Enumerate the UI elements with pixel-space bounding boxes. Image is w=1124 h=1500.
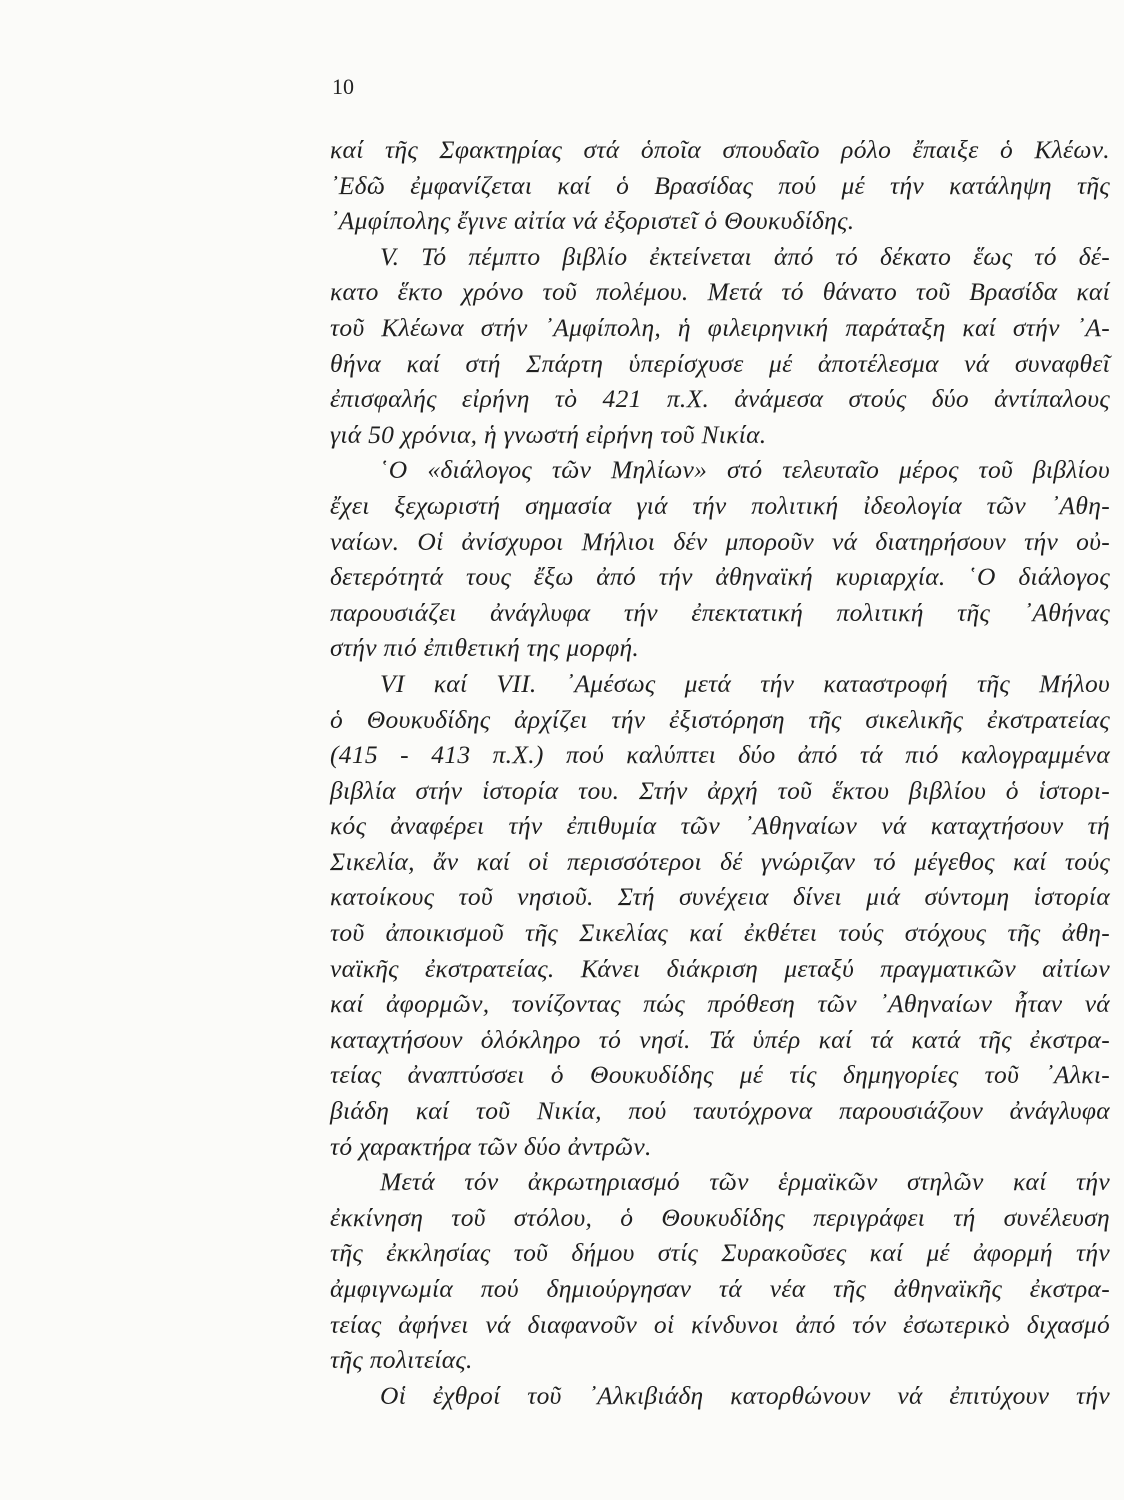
page-number: 10 — [332, 74, 354, 99]
text-line: καταχτήσουν ὁλόκληρο τό νησί. Τά ὑπέρ καί τά κατά τῆς ἐκστρα- — [330, 1024, 1110, 1054]
text-line: ᾿Εδῶ ἐμφανίζεται καί ὁ Βρασίδας πού μέ τήν κατάληψη τῆς — [330, 170, 1110, 200]
text-line: κατοίκους τοῦ νησιοῦ. Στή συνέχεια δίνει μιά σύντομη ἱστορία — [330, 882, 1110, 912]
text-line: βιβλία στήν ἱστορία του. Στήν ἀρχή τοῦ ἕκτου βιβλίου ὁ ἱστορι- — [330, 775, 1110, 805]
text-line: ναϊκῆς ἐκστρατείας. Κάνει διάκριση μεταξύ πραγματικῶν αἰτίων — [330, 953, 1110, 983]
text-line: ἐκκίνηση τοῦ στόλου, ὁ Θουκυδίδης περιγράφει τή συνέλευση — [330, 1202, 1110, 1232]
text-line: VI καί VII. ᾿Αμέσως μετά τήν καταστροφή τῆς Μήλου — [380, 668, 1110, 698]
text-line: ῾Ο «διάλογος τῶν Μηλίων» στό τελευταῖο μέρος τοῦ βιβλίου — [380, 455, 1110, 485]
text-line: (415 - 413 π.Χ.) πού καλύπτει δύο ἀπό τά πιό καλογραμμένα — [330, 740, 1110, 770]
text-line: κός ἀναφέρει τήν ἐπιθυμία τῶν ᾿Αθηναίων νά καταχτήσουν τή — [330, 811, 1110, 841]
text-line: καί ἀφορμῶν, τονίζοντας πώς πρόθεση τῶν ᾿Αθηναίων ἦταν νά — [330, 989, 1110, 1019]
text-line: στήν πιό ἐπιθετική της μορφή. — [330, 633, 640, 663]
text-line: καί τῆς Σφακτηρίας στά ὁποῖα σπουδαῖο ρόλο ἔπαιξε ὁ Κλέων. — [330, 135, 1110, 164]
text-line: ὁ Θουκυδίδης ἀρχίζει τήν ἐξιστόρηση τῆς σικελικῆς ἐκστρατείας — [330, 704, 1110, 734]
text-line: τείας ἀναπτύσσει ὁ Θουκυδίδης μέ τίς δημηγορίες τοῦ ᾿Αλκι- — [330, 1060, 1110, 1090]
text-line: γιά 50 χρόνια, ἡ γνωστή εἰρήνη τοῦ Νικία. — [330, 419, 767, 449]
text-line: ἐπισφαλής εἰρήνη τὸ 421 π.Χ. ἀνάμεσα στούς δύο ἀντίπαλους — [330, 384, 1110, 414]
text-line: ναίων. Οἱ ἀνίσχυροι Μήλιοι δέν μποροῦν νά διατηρήσουν τήν οὐ- — [330, 526, 1110, 556]
text-line: Σικελία, ἄν καί οἱ περισσότεροι δέ γνώριζαν τό μέγεθος καί τούς — [330, 846, 1110, 876]
text-line: τῆς ἐκκλησίας τοῦ δήμου στίς Συρακοῦσες καί μέ ἀφορμή τήν — [330, 1238, 1110, 1268]
text-line: ἀμφιγνωμία πού δημιούργησαν τά νέα τῆς ἀθηναϊκῆς ἐκστρα- — [330, 1274, 1110, 1303]
body-text — [330, 132, 1110, 1413]
text-line: δετερότητά τους ἔξω ἀπό τήν ἀθηναϊκή κυριαρχία. ῾Ο διάλογος — [330, 562, 1110, 592]
text-line: τείας ἀφήνει νά διαφανοῦν οἱ κίνδυνοι ἀπό τόν ἐσωτερικὸ διχασμό — [330, 1309, 1110, 1339]
text-line: Οἱ ἐχθροί τοῦ ᾿Αλκιβιάδη κατορθώνουν νά ἐπιτύχουν τήν — [380, 1380, 1110, 1410]
text-line: παρουσιάζει ἀνάγλυφα τήν ἐπεκτατική πολιτική τῆς ᾿Αθήνας — [330, 597, 1110, 627]
text-line: τοῦ Κλέωνα στήν ᾿Αμφίπολη, ἡ φιλειρηνική παράταξη καί στήν ᾿Α- — [330, 312, 1110, 342]
text-line: θήνα καί στή Σπάρτη ὑπερίσχυσε μέ ἀποτέλεσμα νά συναφθεῖ — [330, 348, 1110, 378]
text-line: V. Τό πέμπτο βιβλίο ἐκτείνεται ἀπό τό δέκατο ἕως τό δέ- — [380, 241, 1110, 271]
text-line: βιάδη καί τοῦ Νικία, πού ταυτόχρονα παρουσιάζουν ἀνάγλυφα — [330, 1096, 1110, 1126]
text-line: τοῦ ἀποικισμοῦ τῆς Σικελίας καί ἐκθέτει τούς στόχους τῆς ἀθη- — [330, 918, 1110, 948]
text-line: ᾿Αμφίπολης ἔγινε αἰτία νά ἐξοριστεῖ ὁ Θουκυδίδης. — [330, 206, 855, 236]
text-line: τό χαρακτήρα τῶν δύο ἀντρῶν. — [330, 1131, 652, 1161]
text-line: Μετά τόν ἀκρωτηριασμό τῶν ἑρμαϊκῶν στηλῶν καί τήν — [380, 1167, 1110, 1197]
text-line: τῆς πολιτείας. — [330, 1345, 473, 1375]
text-line: ἔχει ξεχωριστή σημασία γιά τήν πολιτική ἰδεολογία τῶν ᾿Αθη- — [330, 490, 1110, 520]
text-line: κατο ἕκτο χρόνο τοῦ πολέμου. Μετά τό θάνατο τοῦ Βρασίδα καί — [330, 277, 1110, 307]
